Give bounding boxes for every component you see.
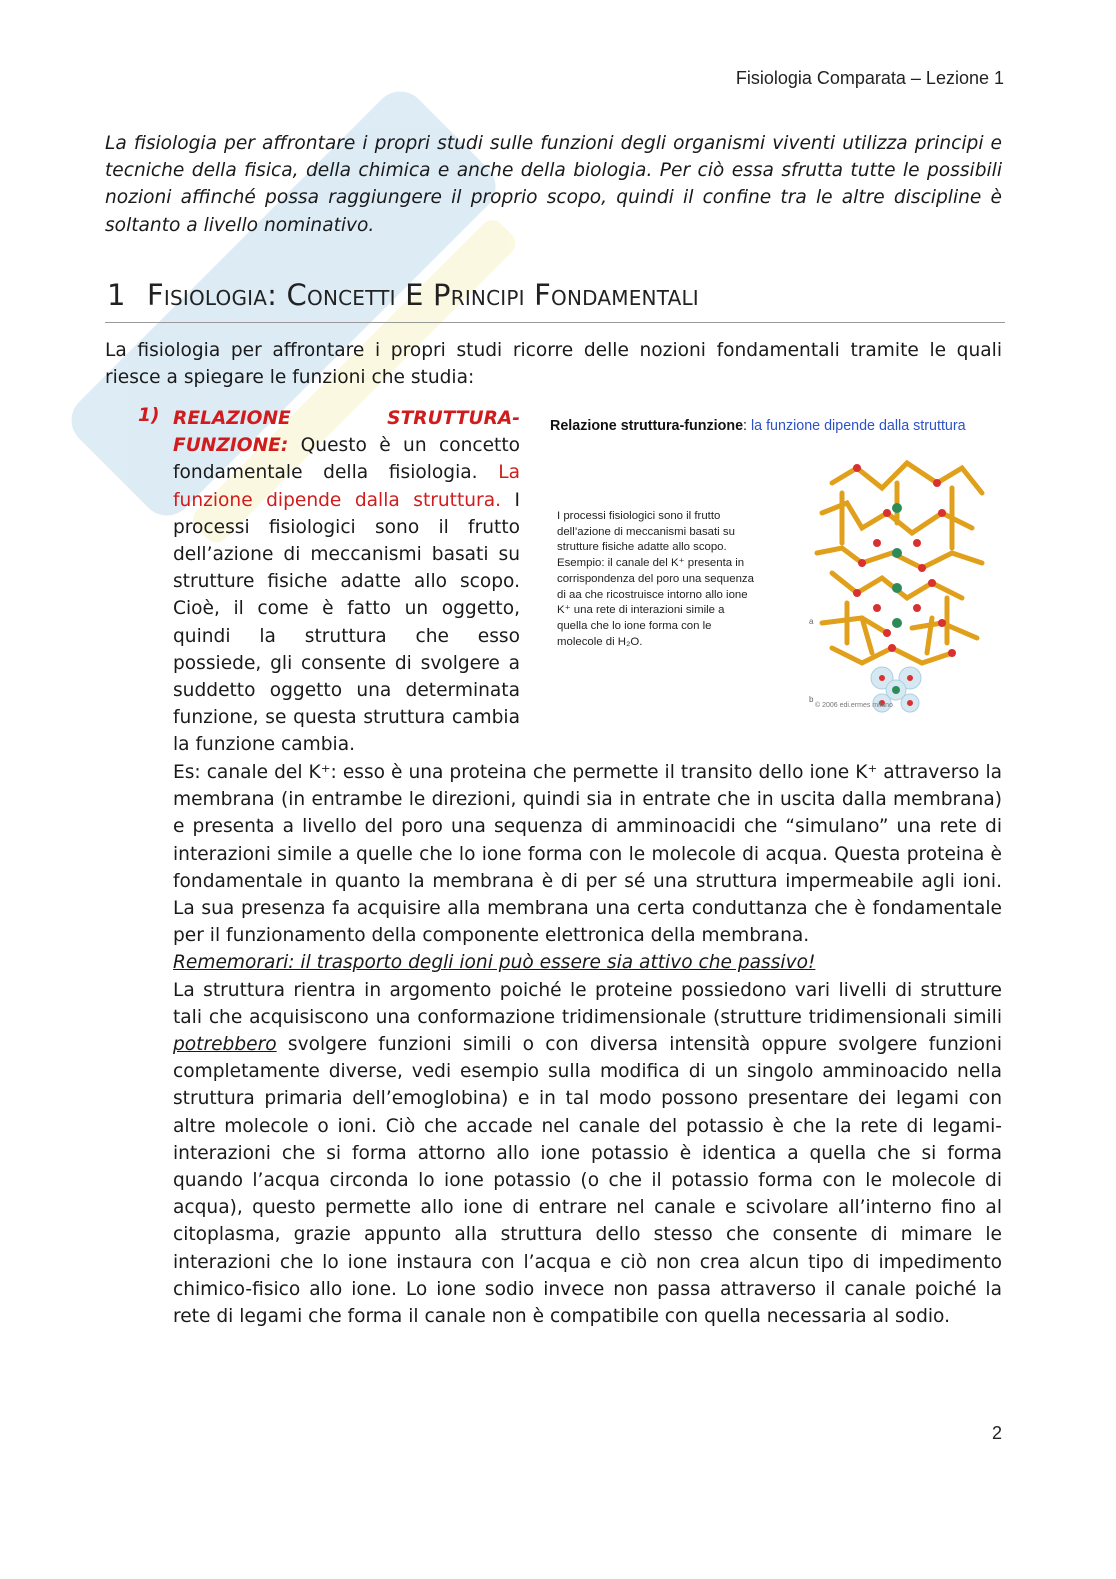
list-item-sentence-b: I processi fisiologici sono il frutto dell’azione di meccanismi basati su strutture fisiche adatte allo scopo. Cioè, il come è fatto un oggetto, quindi la struttura che esso possiede, gli consente di svolgere a suddetto oggetto una determinata funzione, se questa struttura cambia la funzione cambia. [173,489,520,756]
figure-panel-label-a: a [809,617,814,626]
structure-paragraph-part-b: svolgere funzioni simili o con diversa intensità oppure svolgere funzioni completamente diverse, vedi esempio sulla modifica di un singolo amminoacido nella struttura primaria dell’emoglobina) e in tal modo possono presentare dei legami con altre molecole o ioni. Ciò che accade nel canale del potassio è che la rete di legami-interazioni che si forma attorno allo ione potassio è identica a quella che si forma quando l’acqua circonda lo ione potassio (o che il potassio forma con le molecole di acqua), questo permette allo ione di entrare nel canale e scivolare all’interno fino al citoplasma, grazie appunto alla struttura dello stesso che consente di mimare le interazioni che lo ione instaura con l’acqua e ciò non crea alcun tipo di impedimento chimico-fisico allo ione. Lo ione sodio invece non passa attraverso il canale poiché la rete di legami che forma il canale non è compatibile con quella necessaria al sodio. [173,1034,1002,1328]
figure-caption: I processi fisiologici sono il frutto dell’azione di meccanismi basati su strutture fisiche adatte allo scopo. Esempio: il canale del K⁺ presenta in corrispondenza del poro una sequenza di aa che ricostruisce intorno allo ione K⁺ una rete di interazioni simile a quella che lo ione forma con le molecole di H₂O. [557,510,754,648]
structure-paragraph-emphasis: potrebbero [173,1034,277,1056]
figure-title-rest: la funzione dipende dalla struttura [750,418,966,434]
list-item-heading: RELAZIONE STRUTTURA-FUNZIONE: [173,408,520,457]
figure-panel-label-b: b [809,695,814,704]
example-paragraph: Es: canale del K⁺: esso è una proteina che permette il transito dello ione K⁺ attraverso la membrana (in entrambe le direzioni, quindi sia in entrate che in uscita dalla membrana) e presenta a livello del poro una sequenza di amminoacidi che “simulano” una rete di interazioni simile a quelle che lo ione forma con le molecole di acqua. Questa proteina è fondamentale in quanto la membrana è di per sé una struttura impermeabile agli ioni. La sua presenza fa acquisire alla membrana una certa conduttanza che è fondamentale per il funzionamento della componente elettronica della membrana. [173,762,1002,947]
list-item-marker: 1) [138,405,160,426]
section-heading [105,278,1005,323]
figure-title-separator: : [743,418,747,434]
body-text [173,759,1002,1330]
potassium-channel-molecule-illustration [802,453,997,713]
reminder-note: Rememorari: il trasporto degli ioni può essere sia attivo che passivo! [173,952,816,974]
list-item-text [173,405,520,759]
structure-paragraph-part-a: La struttura rientra in argomento poiché le proteine possiedono vari livelli di strutture tali che acquisiscono una conformazione tridimensionale (strutture tridimensionali simili [173,979,1002,1028]
section-title: Fisiologia: Concetti E Principi Fondamentali [147,278,699,312]
figure-title [550,418,966,434]
running-header: Fisiologia Comparata – Lezione 1 [735,68,1004,88]
page-number: 2 [991,1423,1002,1443]
section-number: 1 [107,278,126,312]
structure-paragraph [173,977,1002,1331]
section-lead-paragraph: La fisiologia per affrontare i propri studi ricorre delle nozioni fondamentali tramite le quali riesce a spiegare le funzioni che studia: [105,340,1002,389]
intro-paragraph: La fisiologia per affrontare i propri studi sulle funzioni degli organismi viventi utilizza principi e tecniche della fisica, della chimica e anche della biologia. Per ciò essa sfrutta tutte le possibili nozioni affinché possa raggiungere il proprio scopo, quindi il confine tra le altre discipline è soltanto a livello nominativo. [105,133,1002,236]
list-item-sentence-a: Questo è un concetto fondamentale della fisiologia. [173,435,520,484]
figure-copyright: © 2006 edi.ermes milano [815,702,893,709]
list-item-highlight: La funzione dipende dalla struttura. [173,462,520,511]
structure-function-figure [547,413,997,715]
figure-title-bold: Relazione struttura-funzione [550,418,744,434]
